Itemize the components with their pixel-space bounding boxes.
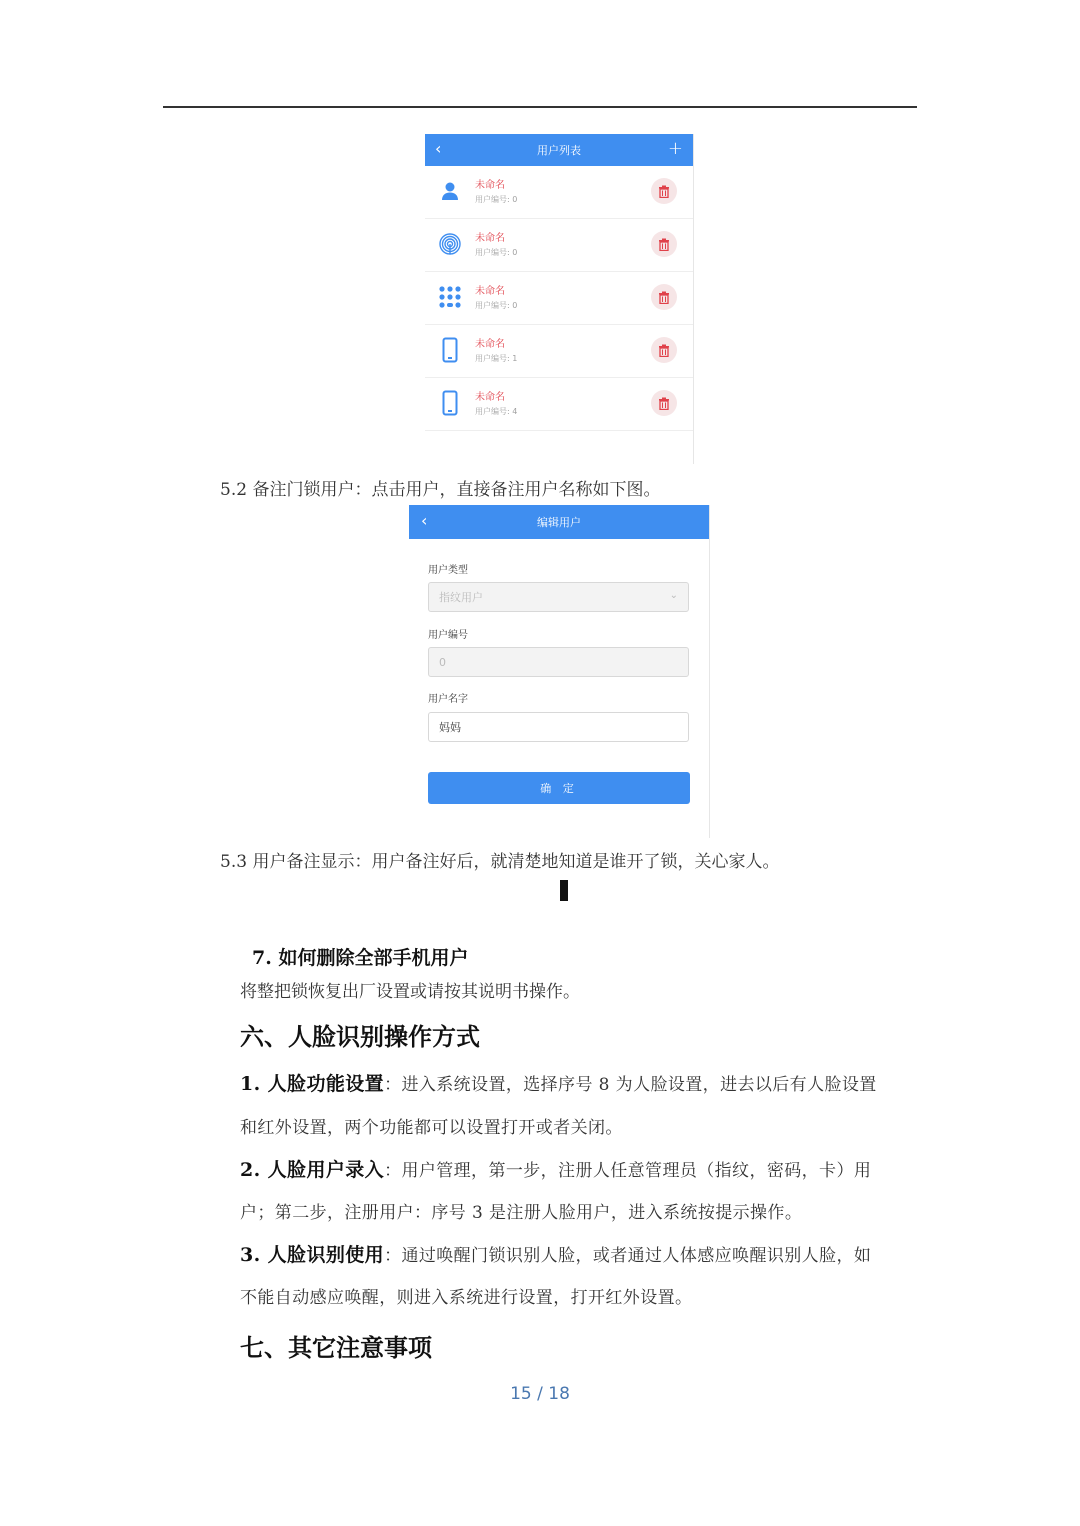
user-name: 未命名 xyxy=(475,180,505,191)
chevron-left-icon[interactable]: ‹ xyxy=(421,511,428,530)
item-3-title: 3. 人脸识别使用 xyxy=(240,1244,385,1266)
user-name-label: 用户名字 xyxy=(428,694,468,705)
user-list-header xyxy=(425,134,693,166)
item-2-line-1 xyxy=(240,1155,871,1182)
user-name: 未命名 xyxy=(475,286,505,297)
item-3-line-2: 不能自动感应唤醒，则进入系统进行设置，打开红外设置。 xyxy=(240,1288,693,1308)
trash-icon[interactable] xyxy=(651,337,677,363)
chevron-left-icon[interactable]: ‹ xyxy=(435,139,442,158)
user-type-value: 指纹用户 xyxy=(439,591,483,604)
item-1-line-2: 和红外设置，两个功能都可以设置打开或者关闭。 xyxy=(240,1118,623,1138)
section-5-2-text: 5.2 备注门锁用户：点击用户，直接备注用户名称如下图。 xyxy=(220,480,661,500)
user-number: 用户编号: 0 xyxy=(475,195,518,204)
user-number: 用户编号: 1 xyxy=(475,354,518,363)
user-list-title: 用户列表 xyxy=(537,144,581,157)
user-name: 未命名 xyxy=(475,392,505,403)
user-number-label: 用户编号 xyxy=(428,630,468,641)
user-number: 用户编号: 4 xyxy=(475,407,518,416)
user-list-screenshot xyxy=(425,134,694,464)
trash-icon[interactable] xyxy=(651,231,677,257)
text-7: 将整把锁恢复出厂设置或请按其说明书操作。 xyxy=(240,982,580,1002)
trash-icon[interactable] xyxy=(651,178,677,204)
chevron-down-icon: ⌄ xyxy=(669,590,678,601)
edit-user-title: 编辑用户 xyxy=(537,516,581,529)
item-1-line-1 xyxy=(240,1069,877,1096)
heading-six: 六、人脸识别操作方式 xyxy=(240,1022,480,1051)
user-name: 未命名 xyxy=(475,233,505,244)
user-number: 用户编号: 0 xyxy=(475,248,518,257)
list-item[interactable] xyxy=(425,272,693,325)
section-5-3-text: 5.3 用户备注显示：用户备注好后，就清楚地知道是谁开了锁，关心家人。 xyxy=(220,852,780,872)
heading-seven: 七、其它注意事项 xyxy=(240,1333,432,1362)
heading-7: 7. 如何删除全部手机用户 xyxy=(252,947,469,969)
person-icon xyxy=(437,178,463,204)
list-item[interactable] xyxy=(425,219,693,272)
user-number: 用户编号: 0 xyxy=(475,301,518,310)
item-1-text: ：进入系统设置，选择序号 8 为人脸设置，进去以后有人脸设置 xyxy=(384,1075,877,1095)
list-item[interactable] xyxy=(425,166,693,219)
trash-icon[interactable] xyxy=(651,390,677,416)
user-type-select[interactable] xyxy=(428,582,689,612)
user-number-field[interactable] xyxy=(428,647,689,677)
item-2-line-2: 户；第二步，注册用户：序号 3 是注册人脸用户，进入系统按提示操作。 xyxy=(240,1203,803,1223)
list-item[interactable] xyxy=(425,325,693,378)
confirm-button[interactable]: 确 定 xyxy=(428,772,690,804)
fingerprint-icon xyxy=(437,231,463,257)
user-type-label: 用户类型 xyxy=(428,565,468,576)
list-item[interactable] xyxy=(425,378,693,431)
user-name: 未命名 xyxy=(475,339,505,350)
user-name-value: 妈妈 xyxy=(439,721,461,734)
text-cursor xyxy=(560,880,568,901)
user-number-value: 0 xyxy=(439,655,446,669)
header-rule xyxy=(163,106,917,108)
user-name-field[interactable] xyxy=(428,712,689,742)
phone-icon xyxy=(437,390,463,416)
item-1-title: 1. 人脸功能设置 xyxy=(240,1073,385,1095)
trash-icon[interactable] xyxy=(651,284,677,310)
item-3-line-1 xyxy=(240,1240,871,1267)
phone-icon xyxy=(437,337,463,363)
edit-user-screenshot xyxy=(409,505,710,838)
item-2-title: 2. 人脸用户录入 xyxy=(240,1159,385,1181)
edit-user-header xyxy=(409,505,709,539)
keypad-icon xyxy=(437,284,463,310)
page-number: 15 / 18 xyxy=(510,1384,570,1404)
plus-icon[interactable]: + xyxy=(667,138,683,159)
item-3-text: ：通过唤醒门锁识别人脸，或者通过人体感应唤醒识别人脸，如 xyxy=(384,1246,872,1266)
item-2-text: ：用户管理，第一步，注册人任意管理员（指纹，密码，卡）用 xyxy=(384,1161,872,1181)
